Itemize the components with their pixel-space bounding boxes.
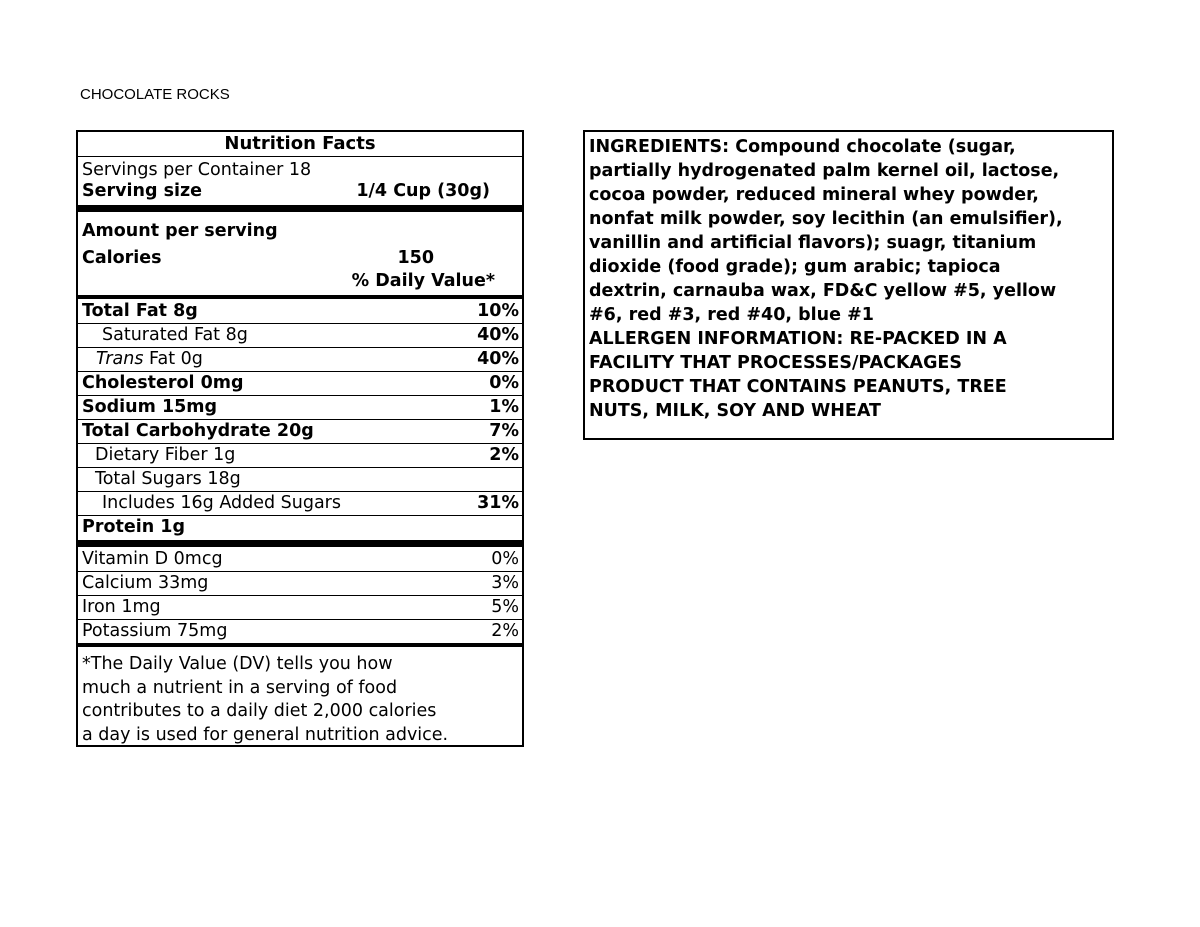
nutrient-row bbox=[78, 468, 522, 492]
vitamin-row bbox=[78, 620, 522, 647]
trans-rest: Fat 0g bbox=[143, 348, 203, 369]
nutrient-label: Total Fat 8g bbox=[82, 300, 198, 321]
amount-per-serving: Amount per serving bbox=[82, 220, 278, 241]
vitamin-dv: 5% bbox=[491, 596, 519, 617]
nutrient-row bbox=[78, 516, 522, 547]
trans-italic: Trans bbox=[96, 348, 144, 369]
serving-size-label: Serving size bbox=[82, 180, 203, 201]
nutrient-row bbox=[78, 324, 522, 348]
nutrient-row bbox=[78, 396, 522, 420]
vitamin-label: Vitamin D 0mcg bbox=[82, 548, 223, 569]
nutrient-dv: 7% bbox=[489, 420, 519, 441]
nutrient-dv: 40% bbox=[477, 348, 519, 369]
nutrient-row bbox=[78, 348, 522, 372]
vitamin-label: Potassium 75mg bbox=[82, 620, 228, 641]
nutrient-label: Dietary Fiber 1g bbox=[95, 444, 236, 465]
ingredients-text: INGREDIENTS: Compound chocolate (sugar, partially hydrogenated palm kernel oil, lactose, cocoa powder, reduced mineral whey powder, nonfat milk powder, soy lecithin (an emulsifier), vanillin and artificial flavors); suagr, titanium dioxide (food grade); gum arabic; tapioca dextrin, carnauba wax, FD&C yellow #5, yellow #6, red #3, red #40, blue #1 ALLERGEN INFORMATION: RE-PACKED IN A FACILITY THAT PROCESSES/PACKAGES PRODUCT THAT CONTAINS PEANUTS, TREE NUTS, MILK, SOY AND WHEAT bbox=[589, 137, 1063, 421]
nutrient-row bbox=[78, 444, 522, 468]
nutrient-row bbox=[78, 420, 522, 444]
nutrient-row bbox=[78, 299, 522, 324]
vitamin-dv: 0% bbox=[491, 548, 519, 569]
nutrient-dv: 10% bbox=[477, 300, 519, 321]
nutrient-label: Total Sugars 18g bbox=[95, 468, 241, 489]
nutrition-facts-panel bbox=[76, 130, 524, 747]
calories-row bbox=[78, 245, 522, 270]
footnote-section bbox=[78, 647, 522, 745]
daily-value-header: % Daily Value* bbox=[351, 270, 495, 291]
nutrition-facts-title: Nutrition Facts bbox=[78, 132, 522, 157]
serving-size-row bbox=[78, 182, 522, 212]
vitamin-label: Iron 1mg bbox=[82, 596, 161, 617]
nutrient-label: Sodium 15mg bbox=[82, 396, 218, 417]
nutrient-label: Protein 1g bbox=[82, 516, 185, 537]
nutrient-row bbox=[78, 492, 522, 516]
calories-label: Calories bbox=[82, 247, 162, 268]
serving-size-value: 1/4 Cup (30g) bbox=[356, 180, 490, 201]
vitamin-label: Calcium 33mg bbox=[82, 572, 209, 593]
product-name: CHOCOLATE ROCKS bbox=[80, 86, 230, 103]
nutrient-label: Includes 16g Added Sugars bbox=[102, 492, 341, 513]
nutrient-label bbox=[96, 348, 203, 369]
vitamin-row bbox=[78, 596, 522, 620]
nutrient-dv: 1% bbox=[489, 396, 519, 417]
vitamin-dv: 3% bbox=[491, 572, 519, 593]
nutrient-row bbox=[78, 372, 522, 396]
servings-per-container: Servings per Container 18 bbox=[82, 159, 312, 180]
vitamin-row bbox=[78, 572, 522, 596]
nutrient-dv: 40% bbox=[477, 324, 519, 345]
nutrient-label: Saturated Fat 8g bbox=[102, 324, 248, 345]
servings-per-container-row bbox=[78, 157, 522, 182]
daily-value-footnote: *The Daily Value (DV) tells you how much a nutrient in a serving of food contributes to a daily diet 2,000 calories a day is used for general nutrition advice. bbox=[82, 654, 449, 745]
amount-per-serving-row bbox=[78, 212, 522, 245]
nutrient-dv: 0% bbox=[489, 372, 519, 393]
calories-value: 150 bbox=[397, 247, 434, 268]
nutrient-dv: 31% bbox=[477, 492, 519, 513]
vitamin-row bbox=[78, 547, 522, 572]
ingredients-panel bbox=[583, 130, 1114, 440]
vitamin-dv: 2% bbox=[491, 620, 519, 641]
daily-value-header-row bbox=[78, 270, 522, 299]
nutrient-dv: 2% bbox=[489, 444, 519, 465]
nutrient-label: Cholesterol 0mg bbox=[82, 372, 244, 393]
nutrient-label: Total Carbohydrate 20g bbox=[82, 420, 314, 441]
